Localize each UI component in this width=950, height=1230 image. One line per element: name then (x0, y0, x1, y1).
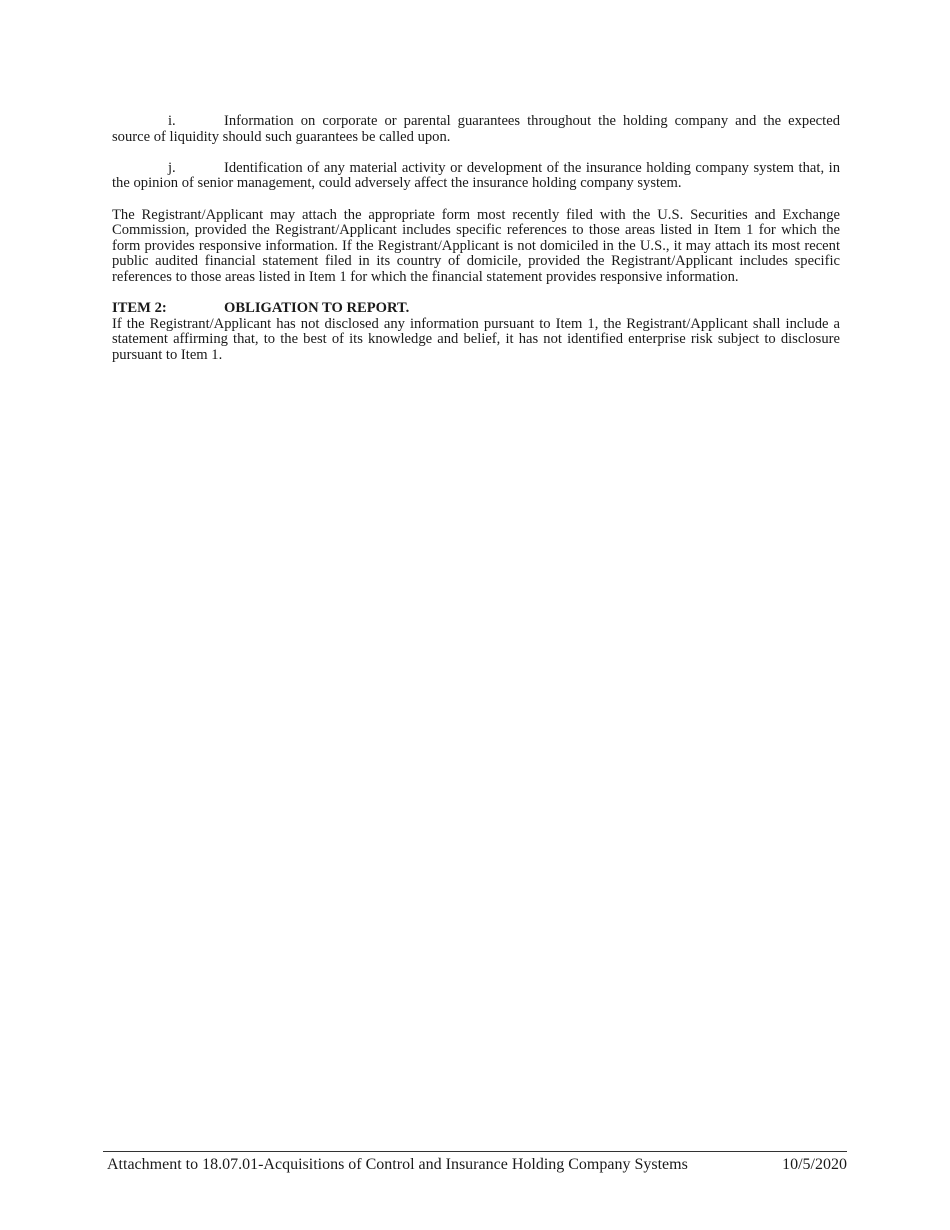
spacer (112, 192, 840, 208)
page-footer (103, 1151, 847, 1174)
list-text-i: Information on corporate or parental guarantees throughout the holding company and the expected source of liquidity should such guarantees be called upon. (112, 113, 840, 145)
spacer (112, 286, 840, 302)
list-item-j (112, 161, 840, 192)
item-2-number: ITEM 2: (112, 300, 167, 317)
attachment-paragraph: The Registrant/Applicant may attach the appropriate form most recently filed with the U.S. Securities and Exchange Commission, provided the Registrant/Applicant includes specific references to those areas listed in Item 1 for which the form provides responsive information. If the Registrant/Applicant is not domiciled in the U.S., it may attach its most recent public audited financial statement filed in its country of domicile, provided the Registrant/Applicant includes specific references to those areas listed in Item 1 for which the financial statement provides responsive information. (112, 206, 840, 285)
item-2-paragraph: If the Registrant/Applicant has not disclosed any information pursuant to Item 1, the Registrant/Applicant shall include a statement affirming that, to the best of its knowledge and belief, it has not identified enterprise risk subject to disclosure pursuant to Item 1. (112, 315, 840, 363)
list-marker-j: j. (168, 159, 176, 176)
list-text-j: Identification of any material activity or development of the insurance holding company system that, in the opinion of senior management, could adversely affect the insurance holding company system. (112, 159, 840, 192)
footer-date: 10/5/2020 (782, 1156, 847, 1173)
item-2-title: OBLIGATION TO REPORT. (224, 300, 410, 317)
footer-title: Attachment to 18.07.01-Acquisitions of Control and Insurance Holding Company Systems (107, 1156, 688, 1173)
list-item-i (112, 114, 840, 145)
list-marker-i: i. (168, 113, 176, 129)
spacer (112, 145, 840, 161)
item-2-heading (112, 301, 840, 317)
document-body (112, 114, 840, 364)
